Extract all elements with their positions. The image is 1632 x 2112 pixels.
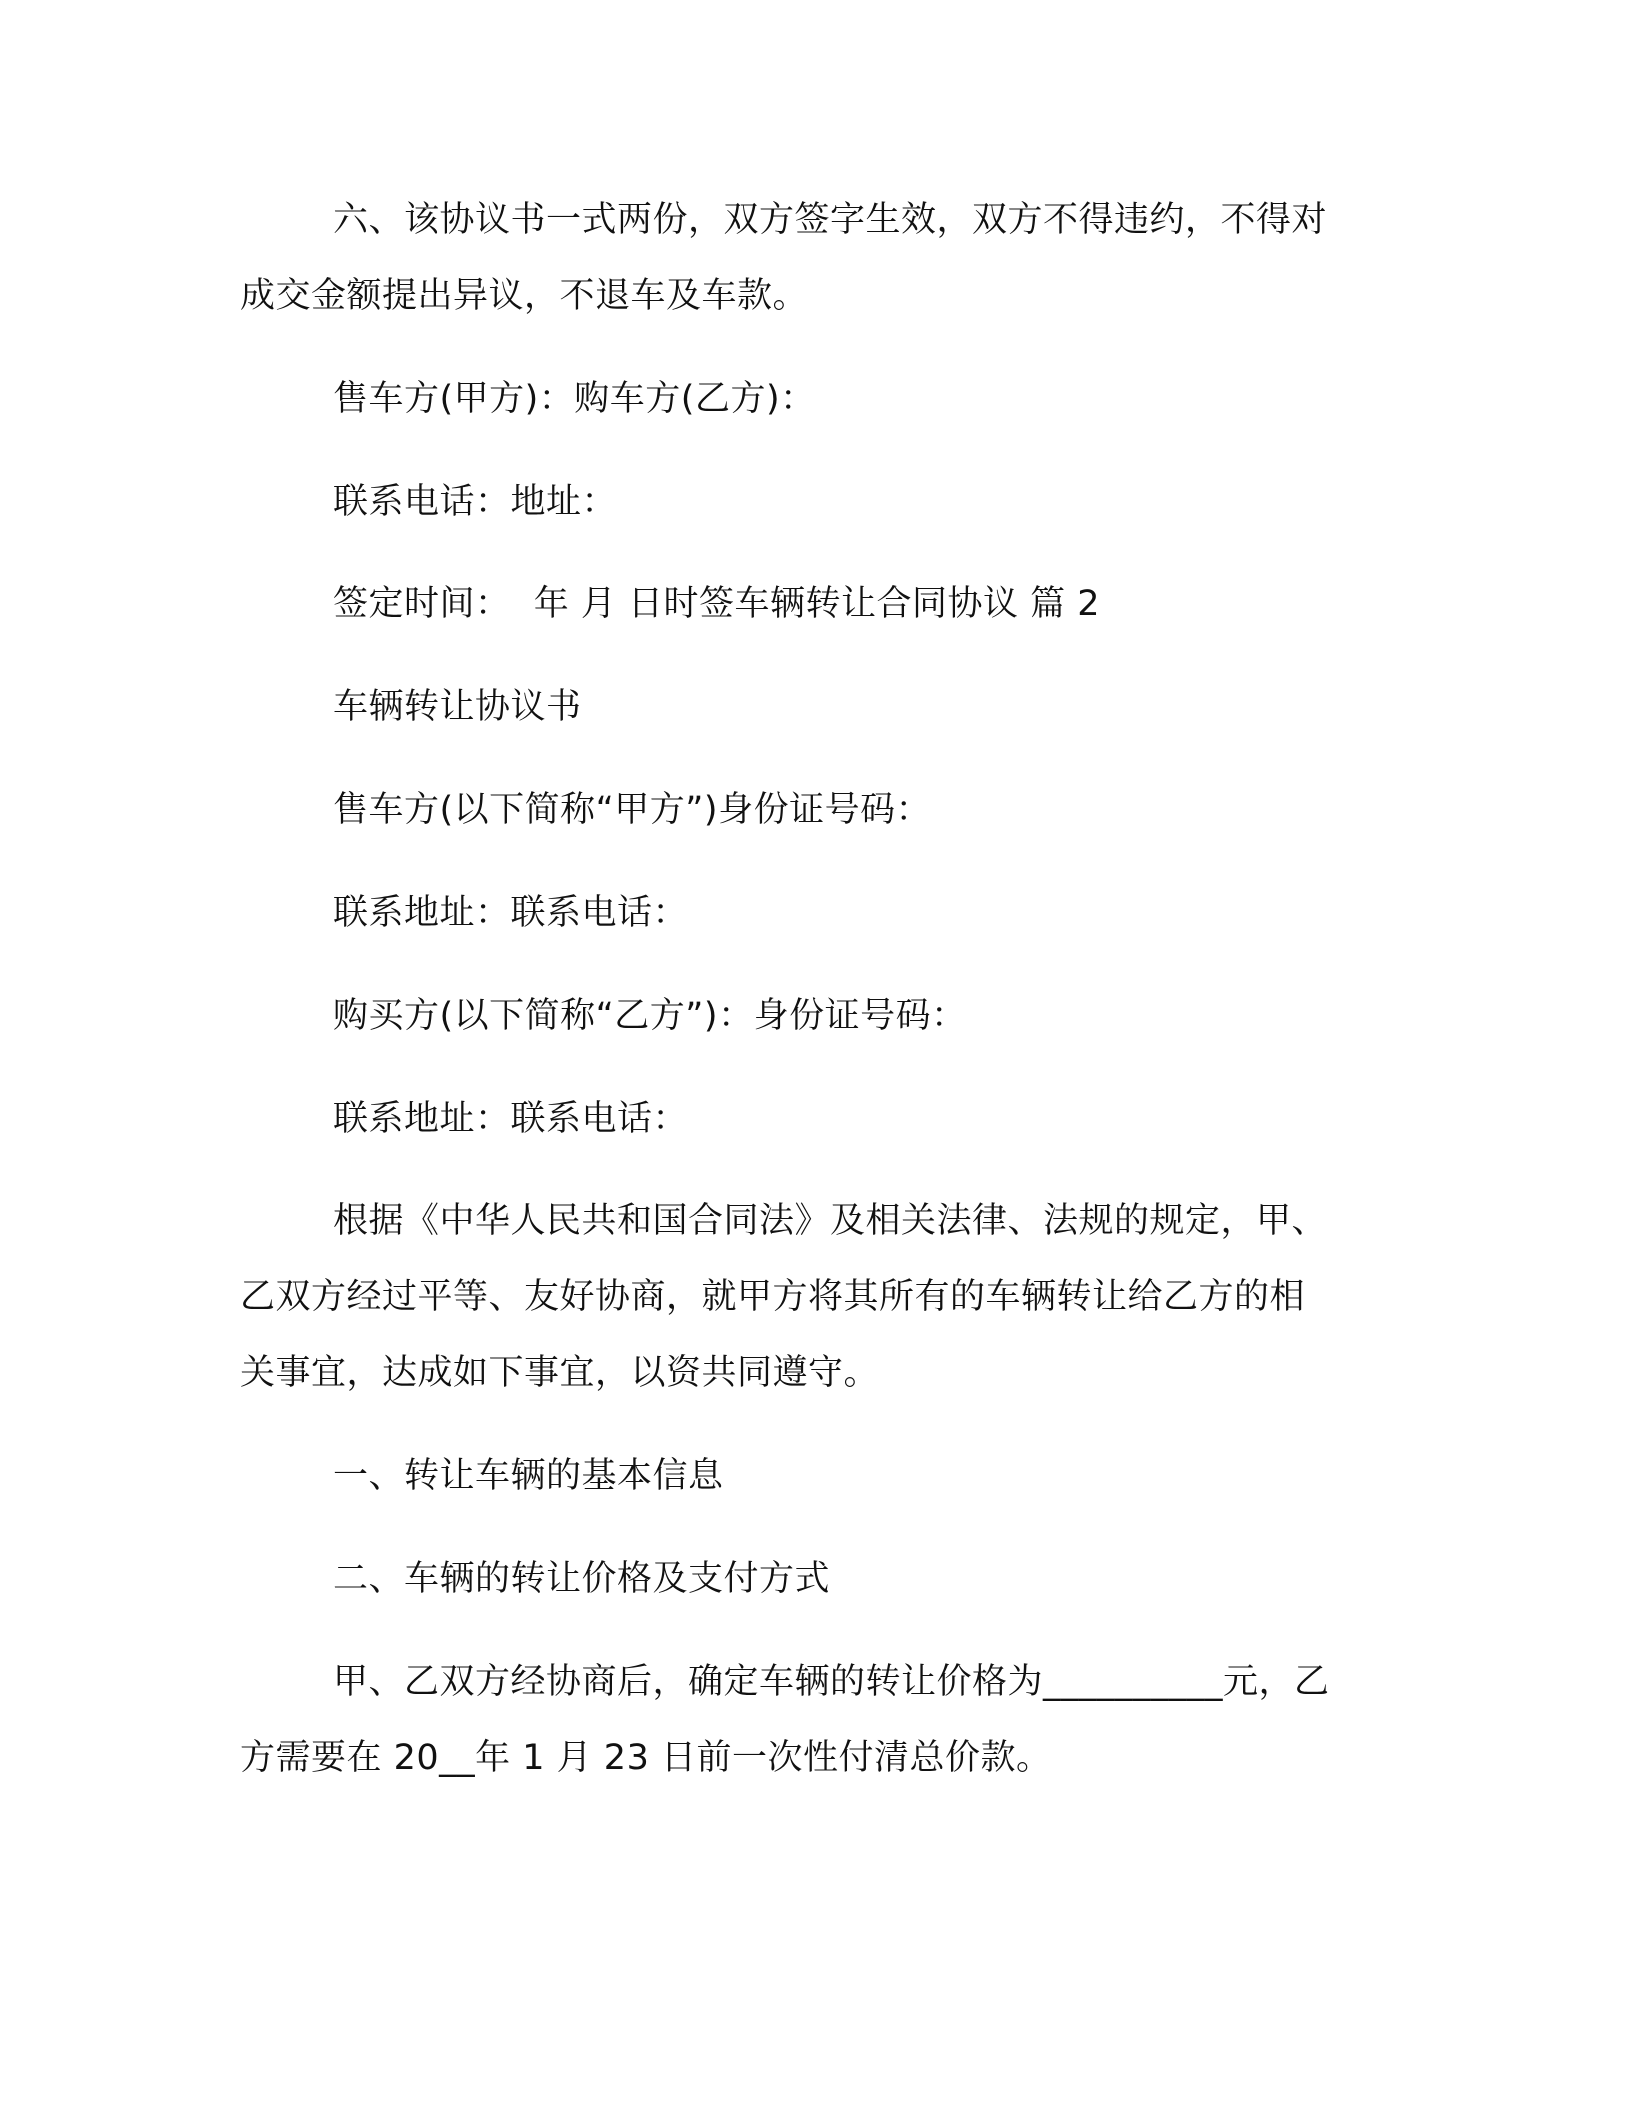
paragraph-line: 签定时间： 年 月 日时签车辆转让合同协议 篇 2 — [333, 584, 1101, 624]
paragraph-line: 根据《中华人民共和国合同法》及相关法律、法规的规定，甲、 — [333, 1201, 1328, 1241]
paragraph-line: 购买方(以下简称“乙方”)：身份证号码： — [333, 996, 967, 1036]
paragraph-line: 联系地址：联系电话： — [333, 893, 689, 933]
paragraph-line: 六、该协议书一式两份，双方签字生效，双方不得违约，不得对 — [333, 200, 1328, 240]
paragraph-line: 联系电话：地址： — [333, 482, 618, 522]
paragraph-line: 甲、乙双方经协商后，确定车辆的转让价格为__________元，乙 — [333, 1662, 1330, 1702]
paragraph-line: 售车方(以下简称“甲方”)身份证号码： — [333, 790, 932, 830]
paragraph-line: 联系地址：联系电话： — [333, 1099, 689, 1139]
paragraph-line: 售车方(甲方)：购车方(乙方)： — [333, 379, 816, 419]
section-heading: 一、转让车辆的基本信息 — [333, 1456, 724, 1496]
section-heading: 二、车辆的转让价格及支付方式 — [333, 1559, 831, 1599]
section-title: 车辆转让协议书 — [333, 687, 582, 727]
paragraph-line: 关事宜，达成如下事宜，以资共同遵守。 — [240, 1353, 880, 1393]
paragraph-line: 成交金额提出异议，不退车及车款。 — [240, 276, 809, 316]
paragraph-line: 乙双方经过平等、友好协商，就甲方将其所有的车辆转让给乙方的相 — [240, 1277, 1306, 1317]
paragraph-line: 方需要在 20__年 1 月 23 日前一次性付清总价款。 — [240, 1738, 1052, 1778]
